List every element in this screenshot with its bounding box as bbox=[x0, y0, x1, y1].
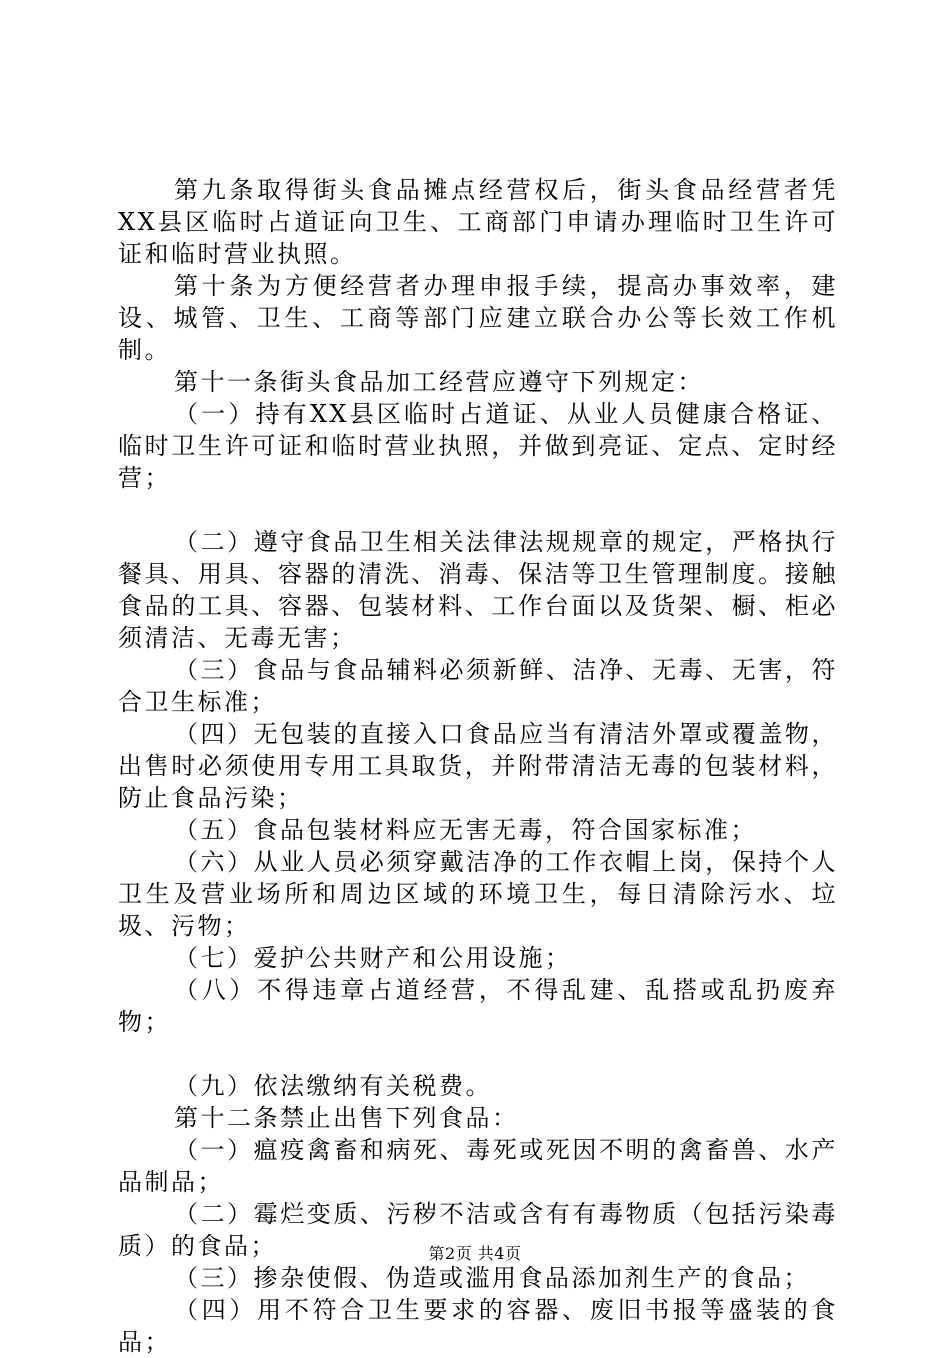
list-item-12-3: （三）掺杂使假、伪造或滥用食品添加剂生产的食品； bbox=[174, 1264, 810, 1292]
paragraph-article-11: 第十一条街头食品加工经营应遵守下列规定： bbox=[174, 368, 704, 396]
list-item-12-2: （二）霉烂变质、污秽不洁或含有有毒物质（包括污染毒质）的食品； bbox=[118, 1200, 838, 1260]
paragraph-article-10: 第十条为方便经营者办理申报手续，提高办事效率，建设、城管、卫生、工商等部门应建立联合办公等长效工作机制。 bbox=[118, 272, 838, 364]
paragraph-article-9: 第九条取得街头食品摊点经营权后，街头食品经营者凭XX县区临时占道证向卫生、工商部门申请办理临时卫生许可证和临时营业执照。 bbox=[118, 176, 838, 268]
list-item-12-1: （一）瘟疫禽畜和病死、毒死或死因不明的禽畜兽、水产品制品； bbox=[118, 1136, 838, 1196]
list-item-11-5: （五）食品包装材料应无害无毒，符合国家标准； bbox=[174, 816, 757, 844]
list-item-11-8: （八）不得违章占道经营，不得乱建、乱搭或乱扔废弃物； bbox=[118, 976, 838, 1036]
list-item-12-4: （四）用不符合卫生要求的容器、废旧书报等盛装的食品； bbox=[118, 1296, 838, 1356]
list-item-11-1: （一）持有XX县区临时占道证、从业人员健康合格证、临时卫生许可证和临时营业执照，并做到亮证、定点、定时经营； bbox=[118, 400, 838, 492]
list-item-11-3: （三）食品与食品辅料必须新鲜、洁净、无毒、无害，符合卫生标准； bbox=[118, 656, 838, 716]
document-body bbox=[118, 174, 838, 1358]
list-item-11-6: （六）从业人员必须穿戴洁净的工作衣帽上岗，保持个人卫生及营业场所和周边区域的环境卫生，每日清除污水、垃圾、污物； bbox=[118, 848, 838, 940]
list-item-11-7: （七）爱护公共财产和公用设施； bbox=[174, 944, 572, 972]
list-item-11-2: （二）遵守食品卫生相关法律法规规章的规定，严格执行餐具、用具、容器的清洗、消毒、保洁等卫生管理制度。接触食品的工具、容器、包装材料、工作台面以及货架、橱、柜必须清洁、无毒无害； bbox=[118, 528, 838, 652]
page-number-footer: 第2页 共4页 bbox=[428, 1244, 522, 1263]
list-item-11-9: （九）依法缴纳有关税费。 bbox=[174, 1072, 492, 1100]
paragraph-article-12: 第十二条禁止出售下列食品： bbox=[174, 1104, 519, 1132]
list-item-11-4: （四）无包装的直接入口食品应当有清洁外罩或覆盖物，出售时必须使用专用工具取货，并附带清洁无毒的包装材料，防止食品污染； bbox=[118, 720, 838, 812]
